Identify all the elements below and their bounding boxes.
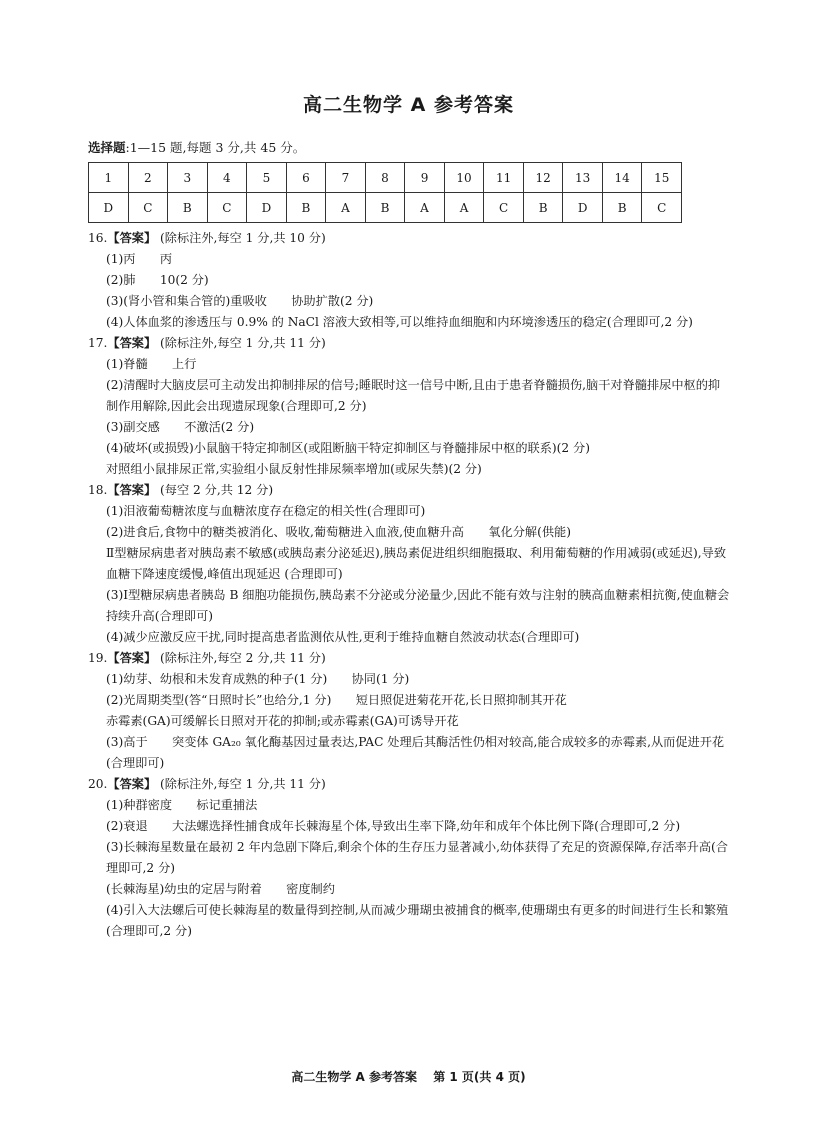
answer-line: (2)肺 10(2 分) bbox=[106, 273, 209, 287]
answer-tag: 【答案】 bbox=[107, 651, 157, 665]
question-block bbox=[88, 480, 732, 648]
question-block bbox=[88, 648, 732, 774]
answer-tag: 【答案】 bbox=[107, 777, 157, 791]
choice-label: 选择题 bbox=[88, 140, 126, 155]
scoring-note: (除标注外,每空 1 分,共 11 分) bbox=[160, 777, 326, 791]
answer-line: (2)清醒时大脑皮层可主动发出抑制排尿的信号;睡眠时这一信号中断,且由于患者脊髓损伤,脑干对脊髓排尿中枢的抑制作用解除,因此会出现遗尿现象(合理即可,2 分) bbox=[106, 378, 721, 413]
answer-table bbox=[88, 162, 682, 223]
answer-cell: A bbox=[444, 193, 484, 223]
answer-line: (4)引入大法螺后可使长棘海星的数量得到控制,从而减少珊瑚虫被捕食的概率,使珊瑚虫有更多的时间进行生长和繁殖(合理即可,2 分) bbox=[106, 903, 729, 938]
answer-line: 赤霉素(GA)可缓解长日照对开花的抑制;或赤霉素(GA)可诱导开花 bbox=[106, 714, 459, 728]
question-number: 18. bbox=[88, 483, 108, 497]
answer-line: (4)减少应激反应干扰,同时提高患者监测依从性,更利于维持血糖自然波动状态(合理即可) bbox=[106, 630, 580, 644]
question-number-cell: 2 bbox=[128, 163, 168, 193]
choice-intro bbox=[88, 138, 305, 156]
question-number-cell: 15 bbox=[642, 163, 682, 193]
question-number: 20. bbox=[88, 777, 108, 791]
answer-line: (1)泪液葡萄糖浓度与血糖浓度存在稳定的相关性(合理即可) bbox=[106, 504, 426, 518]
answer-line: 对照组小鼠排尿正常,实验组小鼠反射性排尿频率增加(或尿失禁)(2 分) bbox=[106, 462, 482, 476]
answer-row bbox=[89, 193, 682, 223]
question-number-cell: 12 bbox=[523, 163, 563, 193]
question-number: 16. bbox=[88, 231, 108, 245]
answer-cell: A bbox=[405, 193, 445, 223]
answer-cell: D bbox=[247, 193, 287, 223]
answer-line: (1)丙 丙 bbox=[106, 252, 173, 266]
answer-cell: D bbox=[89, 193, 129, 223]
question-header bbox=[88, 774, 732, 795]
answer-line: (3)(肾小管和集合管的)重吸收 协助扩散(2 分) bbox=[106, 294, 374, 308]
question-block bbox=[88, 333, 732, 480]
answer-line: (3)副交感 不激活(2 分) bbox=[106, 420, 255, 434]
question-number-cell: 5 bbox=[247, 163, 287, 193]
answer-cell: C bbox=[642, 193, 682, 223]
scoring-note: (每空 2 分,共 12 分) bbox=[160, 483, 274, 497]
answer-line: (2)光周期类型(答“日照时长”也给分,1 分) 短日照促进菊花开花,长日照抑制其开花 bbox=[106, 693, 567, 707]
page-title: 高二生物学 A 参考答案 bbox=[303, 94, 514, 116]
question-number-cell: 8 bbox=[365, 163, 405, 193]
answer-tag: 【答案】 bbox=[107, 483, 157, 497]
answer-cell: A bbox=[326, 193, 366, 223]
question-number: 17. bbox=[88, 336, 108, 350]
question-number: 19. bbox=[88, 651, 108, 665]
question-header bbox=[88, 648, 732, 669]
answer-line: (长棘海星)幼虫的定居与附着 密度制约 bbox=[106, 882, 335, 896]
question-number-cell: 14 bbox=[602, 163, 642, 193]
scoring-note: (除标注外,每空 1 分,共 11 分) bbox=[160, 336, 326, 350]
footer-page: 第 1 页(共 4 页) bbox=[433, 1070, 526, 1084]
page-footer bbox=[0, 1068, 817, 1085]
question-header bbox=[88, 480, 732, 501]
answer-line: (3)Ⅰ型糖尿病患者胰岛 B 细胞功能损伤,胰岛素不分泌或分泌量少,因此不能有效与注射的胰高血糖素相抗衡,使血糖会持续升高(合理即可) bbox=[106, 588, 730, 623]
question-number-cell: 7 bbox=[326, 163, 366, 193]
answer-cell: B bbox=[168, 193, 208, 223]
answer-cell: B bbox=[523, 193, 563, 223]
question-number-cell: 3 bbox=[168, 163, 208, 193]
question-number-row bbox=[89, 163, 682, 193]
question-header bbox=[88, 228, 732, 249]
scoring-note: (除标注外,每空 2 分,共 11 分) bbox=[160, 651, 326, 665]
question-number-cell: 9 bbox=[405, 163, 445, 193]
answer-line: (2)衰退 大法螺选择性捕食成年长棘海星个体,导致出生率下降,幼年和成年个体比例下降(合理即可,2 分) bbox=[106, 819, 681, 833]
answer-line: (4)破坏(或损毁)小鼠脑干特定抑制区(或阻断脑干特定抑制区与脊髓排尿中枢的联系)(2 分) bbox=[106, 441, 590, 455]
answer-line: (3)高于 突变体 GA₂₀ 氧化酶基因过量表达,PAC 处理后其酶活性仍相对较高,能合成较多的赤霉素,从而促进开花(合理即可) bbox=[106, 735, 725, 770]
answer-cell: C bbox=[128, 193, 168, 223]
scoring-note: (除标注外,每空 1 分,共 10 分) bbox=[160, 231, 326, 245]
answer-line: (4)人体血浆的渗透压与 0.9% 的 NaCl 溶液大致相等,可以维持血细胞和内环境渗透压的稳定(合理即可,2 分) bbox=[106, 315, 693, 329]
choice-text: :1—15 题,每题 3 分,共 45 分。 bbox=[125, 140, 306, 155]
answer-line: (3)长棘海星数量在最初 2 年内急剧下降后,剩余个体的生存压力显著减小,幼体获得了充足的资源保障,存活率升高(合理即可,2 分) bbox=[106, 840, 728, 875]
answer-line: Ⅱ型糖尿病患者对胰岛素不敏感(或胰岛素分泌延迟),胰岛素促进组织细胞摄取、利用葡萄糖的作用减弱(或延迟),导致血糖下降速度缓慢,峰值出现延迟 (合理即可) bbox=[106, 546, 727, 581]
answer-line: (1)脊髓 上行 bbox=[106, 357, 197, 371]
answer-tag: 【答案】 bbox=[107, 336, 157, 350]
answer-line: (1)幼芽、幼根和未发育成熟的种子(1 分) 协同(1 分) bbox=[106, 672, 410, 686]
question-block bbox=[88, 774, 732, 942]
answer-cell: B bbox=[365, 193, 405, 223]
question-number-cell: 11 bbox=[484, 163, 524, 193]
answer-line: (2)进食后,食物中的糖类被消化、吸收,葡萄糖进入血液,使血糖升高 氧化分解(供能) bbox=[106, 525, 571, 539]
question-number-cell: 4 bbox=[207, 163, 247, 193]
footer-title: 高二生物学 A 参考答案 bbox=[291, 1070, 418, 1084]
answer-tag: 【答案】 bbox=[107, 231, 157, 245]
question-number-cell: 10 bbox=[444, 163, 484, 193]
answers-body bbox=[88, 228, 732, 942]
answer-line: (1)种群密度 标记重捕法 bbox=[106, 798, 258, 812]
question-header bbox=[88, 333, 732, 354]
question-number-cell: 13 bbox=[563, 163, 603, 193]
question-block bbox=[88, 228, 732, 333]
answer-cell: B bbox=[286, 193, 326, 223]
answer-cell: C bbox=[484, 193, 524, 223]
answer-cell: B bbox=[602, 193, 642, 223]
question-number-cell: 6 bbox=[286, 163, 326, 193]
question-number-cell: 1 bbox=[89, 163, 129, 193]
answer-cell: D bbox=[563, 193, 603, 223]
answer-cell: C bbox=[207, 193, 247, 223]
